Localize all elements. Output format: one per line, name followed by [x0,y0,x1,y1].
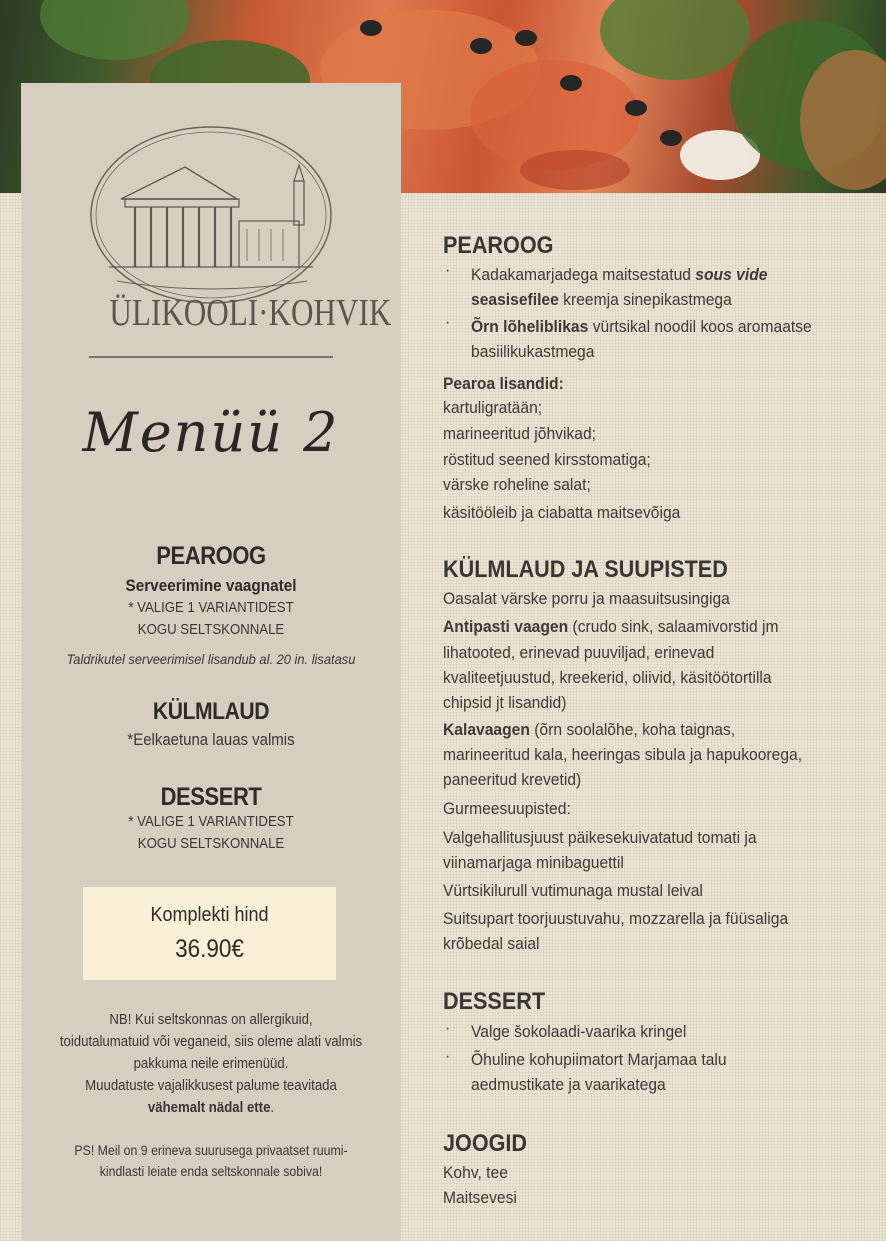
kulmlaud-line: paneeritud krevetid) [443,770,582,789]
left-dessert-choose-2: KOGU SELTSKONNALE [137,835,285,852]
lisandid-item: röstitud seened kirsstomatiga; [443,450,651,469]
kalavaagen-title: Kalavaagen [443,720,530,739]
pearoog-item-2-line-2: basiilikukastmega [471,342,595,361]
pearoog-item-1-sauce: kreemja sinepikastmega [558,290,732,309]
pearoog-item-1-sous-vide: sous vide [695,265,768,284]
nb-line-5 [44,1097,378,1119]
price-box [83,887,336,980]
pearoog-item-1-line-1 [471,262,857,287]
dessert-item-2-line-2: aedmustikate ja vaarikatega [471,1075,666,1094]
left-kulmlaud-note: *Eelkaetuna lauas valmis [127,730,295,749]
kulmlaud-line: Gurmeesuupisted: [443,799,571,818]
bullet-icon: · [445,262,451,279]
lisandid-item: kartuligratään; [443,398,543,417]
kulmlaud-line: lihatooted, erinevad puuviljad, erinevad [443,643,715,662]
nb-line-3: pakkuma neile erimenüüd. [133,1055,289,1072]
kulmlaud-line [443,717,829,742]
menu-title: Menüü 2 [82,401,340,464]
dessert-item-2-line-1: Õhuline kohupiimatort Marjamaa talu [471,1050,727,1069]
cafe-logo [87,121,392,361]
pearoog-item-2-line-1 [471,314,857,339]
joogid-item: Maitsevesi [443,1188,517,1207]
right-pearoog-heading: PEAROOG [443,232,554,259]
pearoog-item-1-dish: seasisefilee [471,290,559,309]
left-kulmlaud-heading: KÜLMLAUD [152,698,270,725]
dessert-item-1: Valge šokolaadi-vaarika kringel [471,1022,687,1041]
joogid-item: Kohv, tee [443,1163,508,1182]
left-dessert-choose-1: * VALIGE 1 VARIANTIDEST [128,813,294,830]
right-kulmlaud-heading: KÜLMLAUD JA SUUPISTED [443,556,728,583]
antipasti-title: Antipasti vaagen [443,617,569,636]
left-pearoog-plate-note: Taldrikutel serveerimisel lisandub al. 20 in. lisatasu [66,651,356,667]
lisandid-item: käsitööleib ja ciabatta maitsevõiga [443,503,681,522]
left-pearoog-choose-2: KOGU SELTSKONNALE [137,621,285,638]
nb-line-4: Muudatuste vajalikkusest palume teavitada [85,1077,337,1094]
pearoog-item-2-dish: Õrn lõheliblikas [471,317,589,336]
bullet-icon: · [445,314,451,331]
nb-line-1: NB! Kui seltskonnas on allergikuid, [109,1011,313,1028]
ps-line-2: kindlasti leiate enda seltskonnale sobiva! [99,1163,323,1179]
left-pearoog-heading: PEAROOG [156,542,266,570]
kulmlaud-line: Vürtsikilurull vutimunaga mustal leival [443,881,703,900]
pearoog-item-2-text: vürtsikal noodil koos aromaatse [588,317,812,336]
left-dessert-heading: DESSERT [160,783,262,811]
nb-line-2: toidutalumatuid või veganeid, siis oleme alati valmis [59,1033,363,1050]
kulmlaud-line: kvaliteetjuustud, kreekerid, oliivid, käsitöötortilla [443,668,772,687]
kulmlaud-line [443,614,829,639]
price-label: Komplekti hind [150,904,269,926]
left-pearoog-serving: Serveerimine vaagnatel [125,576,297,595]
cafe-logo-name: ÜLIKOOLI·KOHVIK [109,292,392,334]
bullet-icon: · [445,1020,451,1037]
lisandid-heading-text: Pearoa lisandid: [443,374,564,393]
kulmlaud-line: viinamarjaga minibaguettil [443,853,624,872]
bullet-icon: · [445,1048,451,1065]
ps-line-1: PS! Meil on 9 erineva suurusega privaatset ruumi- [74,1142,348,1158]
kulmlaud-line: Valgehallitusjuust päikesekuivatatud tomati ja [443,828,757,847]
pearoog-item-1-line-2 [471,287,857,312]
right-dessert-heading: DESSERT [443,988,546,1015]
left-panel [21,83,401,1241]
right-joogid-heading: JOOGID [443,1130,528,1157]
lisandid-item: marineeritud jõhvikad; [443,424,597,443]
pearoog-item-1-text: Kadakamarjadega maitsestatud [471,265,696,284]
kulmlaud-line: marineeritud kala, heeringas sibula ja hapukoorega, [443,745,803,764]
nb-emphasis: vähemalt nädal ette [147,1099,271,1116]
lisandid-item: värske roheline salat; [443,475,591,494]
kalavaagen-desc: (õrn soolalõhe, koha taignas, [529,720,736,739]
kulmlaud-line: krõbedal saial [443,934,540,953]
kulmlaud-line: Suitsupart toorjuustuvahu, mozzarella ja füüsaliga [443,909,789,928]
price-value: 36.90€ [175,935,244,963]
antipasti-desc: (crudo sink, salaamivorstid jm [568,617,779,636]
kulmlaud-line: Oasalat värske porru ja maasuitsusingiga [443,589,730,608]
kulmlaud-line: chipsid jt lisandid) [443,693,567,712]
left-pearoog-choose-1: * VALIGE 1 VARIANTIDEST [128,599,294,616]
nb-period: . [270,1099,275,1116]
lisandid-heading [443,371,829,396]
